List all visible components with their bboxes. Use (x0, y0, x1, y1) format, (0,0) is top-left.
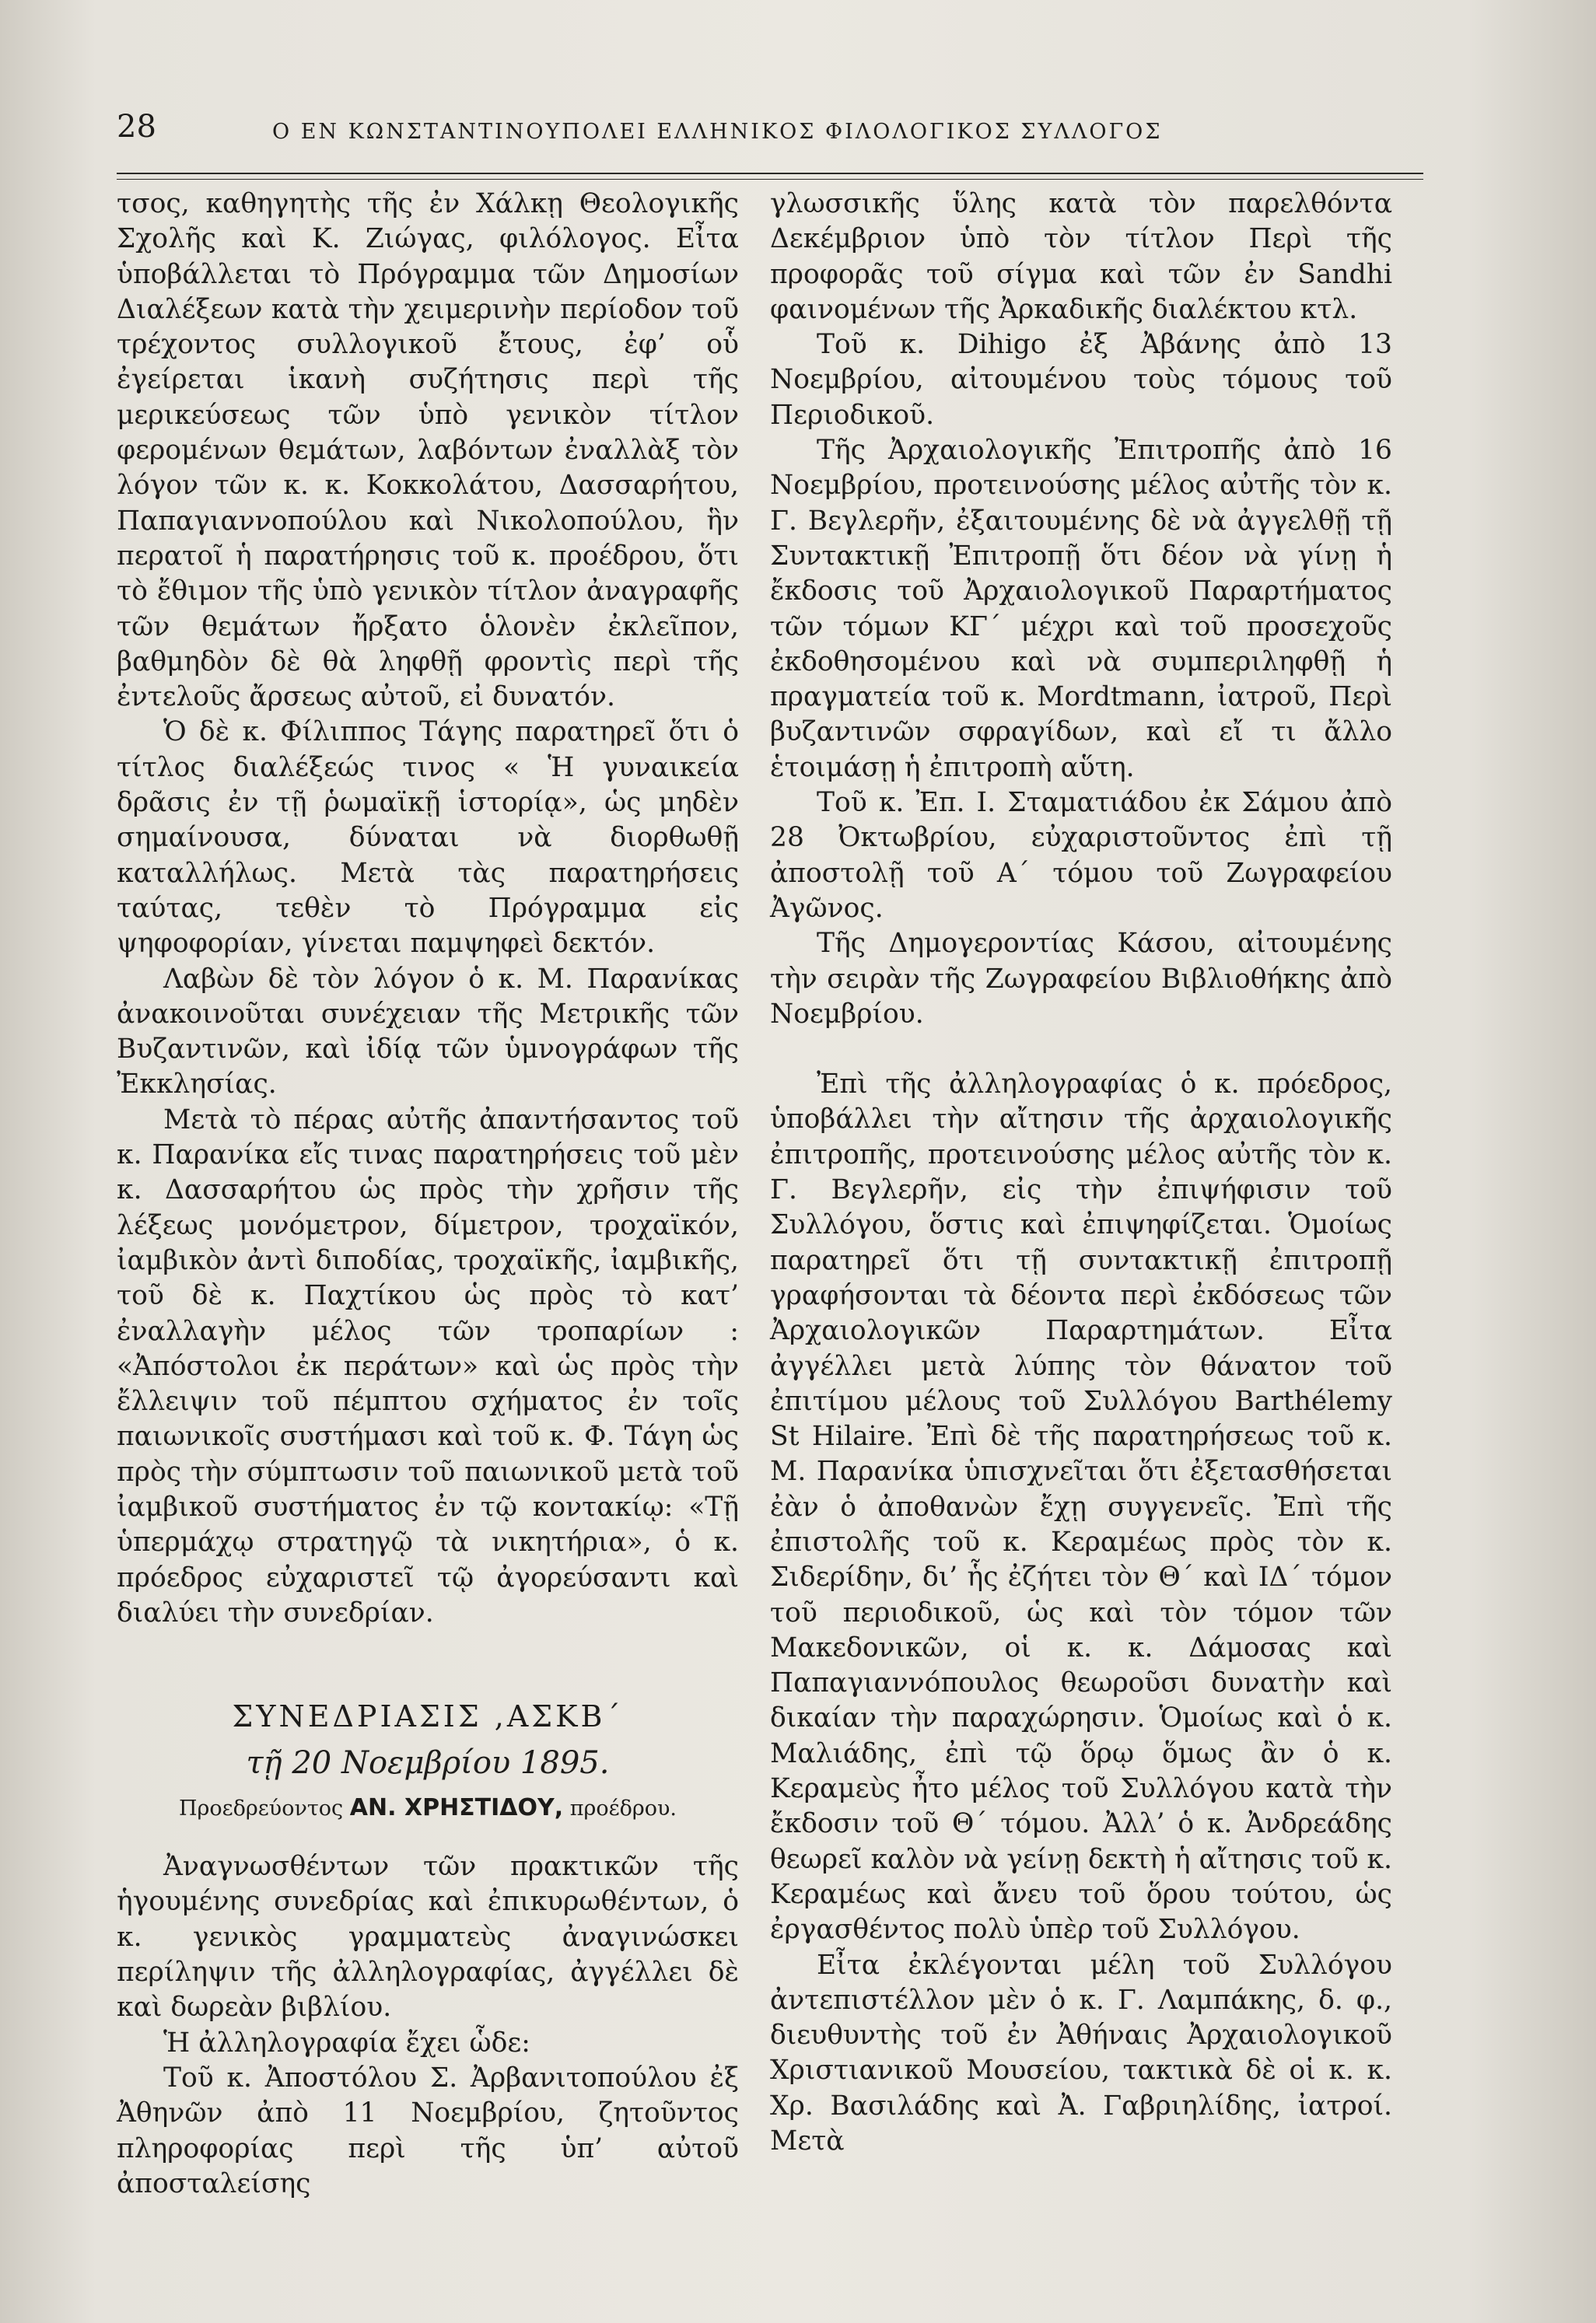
header-rule (117, 173, 1423, 174)
paragraph: Ἀναγνωσθέντων τῶν πρακτικῶν τῆς ἡγουμένης συνεδρίας καὶ ἐπικυρωθέντων, ὁ κ. γενικὸς γραμματεὺς ἀναγινώσκει περίληψιν τῆς ἀλληλογραφίας, ἀγγέλλει δὲ καὶ δωρεὰν βιβλίου. (117, 1851, 739, 2024)
chair-line (117, 1786, 739, 1831)
paragraph: Τῆς Ἀρχαιολογικῆς Ἐπιτροπῆς ἀπὸ 16 Νοεμβρίου, προτεινούσης μέλος αὐτῆς τὸν κ. Γ. Βεγλερῆν, ἐξαιτουμένης δὲ νὰ ἀγγελθῇ τῇ Συντακτικῇ Ἐπιτροπῇ ὅτι δέον νὰ γίνῃ ἡ ἔκδοσις τοῦ Ἀρχαιολογικοῦ Παραρτήματος τῶν τόμων ΚΓ΄ μέχρι καὶ τοῦ προσεχοῦς ἐκδοθησομένου καὶ νὰ συμπεριληφθῇ ἡ πραγματεία τοῦ κ. Mordtmann, ἰατροῦ, Περὶ βυζαντινῶν σφραγίδων, καὶ εἴ τι ἄλλο ἑτοιμάσῃ ἡ ἐπιτροπὴ αὕτη. (770, 435, 1392, 783)
paragraph: Ἐπὶ τῆς ἀλληλογραφίας ὁ κ. πρόεδρος, ὑποβάλλει τὴν αἴτησιν τῆς ἀρχαιολογικῆς ἐπιτροπῆς, προτεινούσης μέλος αὐτῆς τὸν κ. Γ. Βεγλερῆν, εἰς τὴν ἐπιψήφισιν τοῦ Συλλόγου, ὅστις καὶ ἐπιψηφίζεται. Ὁμοίως παρατηρεῖ ὅτι τῇ συντακτικῇ ἐπιτροπῇ γραφήσονται τὰ δέοντα περὶ ἐκδόσεως τῶν Ἀρχαιολογικῶν Παραρτημάτων. Εἶτα ἀγγέλλει μετὰ λύπης τὸν θάνατον τοῦ ἐπιτίμου μέλους τοῦ Συλλόγου Barthélemy St Hilaire. Ἐπὶ δὲ τῆς παρατηρήσεως τοῦ κ. Μ. Παρανίκα ὑπισχνεῖται ὅτι ἐξετασθήσεται ἐὰν ὁ ἀποθανὼν ἔχῃ συγγενεῖς. Ἐπὶ τῆς ἐπιστολῆς τοῦ κ. Κεραμέως πρὸς τὸν κ. Σιδερίδην, δι’ ἧς ἐζήτει τὸν Θ΄ καὶ ΙΔ΄ τόμον τοῦ περιοδικοῦ, ὡς καὶ τὸν τόμον τῶν Μακεδονικῶν, οἱ κ. κ. Δάμοσας καὶ Παπαγιαννόπουλος θεωροῦσι δυνατὴν καὶ δικαίαν τὴν παραχώρησιν. Ὁμοίως καὶ ὁ κ. Μαλιάδης, ἐπὶ τῷ ὅρῳ ὅμως ἂν ὁ κ. Κεραμεὺς ἦτο μέλος τοῦ Συλλόγου κατὰ τὴν ἔκδοσιν τοῦ Θ΄ τόμου. Ἀλλ’ ὁ κ. Ἀνδρεάδης θεωρεῖ καλὸν νὰ γείνῃ δεκτὴ ἡ αἴτησις τοῦ κ. Κεραμέως καὶ ἄνευ τοῦ ὅρου τούτου, ὡς ἐργασθέντος πολὺ ὑπὲρ τοῦ Συλλόγου. (770, 1069, 1392, 1946)
paragraph: τσος, καθηγητὴς τῆς ἐν Χάλκῃ Θεολογικῆς Σχολῆς καὶ Κ. Ζιώγας, φιλόλογος. Εἶτα ὑποβάλλεται τὸ Πρόγραμμα τῶν Δημοσίων Διαλέξεων κατὰ τὴν χειμερινὴν περίοδον τοῦ τρέχοντος συλλογικοῦ ἔτους, ἐφ’ οὗ ἐγείρεται ἱκανὴ συζήτησις περὶ τῆς μερικεύσεως τῶν ὑπὸ γενικὸν τίτλον φερομένων θεμάτων, λαβόντων ἐναλλὰξ τὸν λόγον τῶν κ. κ. Κοκκολάτου, Δασσαρήτου, Παπαγιαννοπούλου καὶ Νικολοπούλου, ἣν περατοῖ ἡ παρατήρησις τοῦ κ. προέδρου, ὅτι τὸ ἔθιμον τῆς ὑπὸ γενικὸν τίτλον ἀναγραφῆς τῶν θεμάτων ἤρξατο ὁλονὲν ἐκλεῖπον, βαθμηδὸν δὲ θὰ ληφθῇ φροντὶς περὶ τῆς ἐντελοῦς ἄρσεως αὐτοῦ, εἰ δυνατόν. (117, 188, 739, 713)
session-date: τῇ 20 Νοεμβρίου 1895. (246, 1745, 610, 1782)
page-header (117, 109, 1423, 163)
chair-prefix: Προεδρεύοντος (179, 1796, 344, 1821)
session-title: ΣΥΝΕΔΡΙΑΣΙΣ ,ΑΣΚΒ΄ (232, 1699, 624, 1734)
paragraph: Τοῦ κ. Dihigo ἐξ Ἀβάνης ἀπὸ 13 Νοεμβρίου, αἰτουμένου τοὺς τόμους τοῦ Περιοδικοῦ. (770, 329, 1392, 431)
paragraph: Εἶτα ἐκλέγονται μέλη τοῦ Συλλόγου ἀντεπιστέλλον μὲν ὁ κ. Γ. Λαμπάκης, δ. φ., διευθυντὴς τοῦ ἐν Ἀθήναις Ἀρχαιολογικοῦ Χριστιανικοῦ Μουσείου, τακτικὰ δὲ οἱ κ. κ. Χρ. Βασιλάδης καὶ Ἀ. Γαβριηλίδης, ἰατροί. Μετὰ (770, 1949, 1392, 2157)
right-column (770, 187, 1392, 2159)
paragraph: Μετὰ τὸ πέρας αὐτῆς ἀπαντήσαντος τοῦ κ. Παρανίκα εἴς τινας παρατηρήσεις τοῦ μὲν κ. Δασσαρήτου ὡς πρὸς τὴν χρῆσιν τῆς λέξεως μονόμετρον, δίμετρον, τροχαϊκόν, ἰαμβικὸν ἀντὶ διποδίας, τροχαϊκῆς, ἰαμβικῆς, τοῦ δὲ κ. Παχτίκου ὡς πρὸς τὸ κατ’ ἐναλλαγὴν μέλος τῶν τροπαρίων : «Ἀπόστολοι ἐκ περάτων» καὶ ὡς πρὸς τὴν ἔλλειψιν τοῦ πέμπτου σχήματος ἐν τοῖς παιωνικοῖς συστήμασι καὶ τοῦ κ. Φ. Τάγη ὡς πρὸς τὴν σύμπτωσιν τοῦ παιωνικοῦ μετὰ τοῦ ἰαμβικοῦ συστήματος ἐν τῷ κοντακίῳ: «Τῇ ὑπερμάχῳ στρατηγῷ τὰ νικητήρια», ὁ κ. πρόεδρος εὐχαριστεῖ τῷ ἀγορεύσαντι καὶ διαλύει τὴν συνεδρίαν. (117, 1104, 739, 1629)
left-column (117, 187, 739, 2202)
paragraph: Ἡ ἀλληλογραφία ἔχει ὧδε: (163, 2027, 530, 2059)
paragraph: Λαβὼν δὲ τὸν λόγον ὁ κ. Μ. Παρανίκας ἀνακοινοῦται συνέχειαν τῆς Μετρικῆς τῶν Βυζαντινῶν, καὶ ἰδίᾳ τῶν ὑμνογράφων τῆς Ἐκκλησίας. (117, 963, 739, 1100)
running-title: Ο ΕΝ ΚΩΝΣΤΑΝΤΙΝΟΥΠΟΛΕΙ ΕΛΛΗΝΙΚΟΣ ΦΙΛΟΛΟΓΙΚΟΣ ΣΥΛΛΟΓΟΣ (272, 120, 1163, 144)
page-number: 28 (117, 109, 156, 145)
paragraph: Τοῦ κ. Ἀποστόλου Σ. Ἀρβανιτοπούλου ἐξ Ἀθηνῶν ἀπὸ 11 Νοεμβρίου, ζητοῦντος πληροφορίας περὶ τῆς ὑπ’ αὐτοῦ ἀποσταλείσης (117, 2062, 739, 2199)
paragraph: Ὁ δὲ κ. Φίλιππος Τάγης παρατηρεῖ ὅτι ὁ τίτλος διαλέξεώς τινος « Ἡ γυναικεία δρᾶσις ἐν τῇ ῥωμαϊκῇ ἱστορίᾳ», ὡς μηδὲν σημαίνουσα, δύναται νὰ διορθωθῇ καταλλήλως. Μετὰ τὰς παρατηρήσεις ταύτας, τεθὲν τὸ Πρόγραμμα εἰς ψηφοφορίαν, γίνεται παμψηφεὶ δεκτόν. (117, 716, 739, 960)
paragraph: Τοῦ κ. Ἐπ. Ι. Σταματιάδου ἐκ Σάμου ἀπὸ 28 Ὀκτωβρίου, εὐχαριστοῦντος ἐπὶ τῇ ἀποστολῇ τοῦ Α΄ τόμου τοῦ Ζωγραφείου Ἀγῶνος. (770, 787, 1392, 924)
paragraph: γλωσσικῆς ὕλης κατὰ τὸν παρελθόντα Δεκέμβριον ὑπὸ τὸν τίτλον Περὶ τῆς προφορᾶς τοῦ σίγμα καὶ τῶν ἐν Sandhi φαινομένων τῆς Ἀρκαδικῆς διαλέκτου κτλ. (770, 188, 1392, 325)
header-rule-thin (117, 179, 1423, 180)
chair-name: ΑΝ. ΧΡΗΣΤΙΔΟΥ, (349, 1794, 564, 1822)
chair-suffix: προέδρου. (569, 1796, 677, 1821)
paragraph: Τῆς Δημογεροντίας Κάσου, αἰτουμένης τὴν σειρὰν τῆς Ζωγραφείου Βιβλιοθήκης ἀπὸ Νοεμβρίου. (770, 928, 1392, 1030)
